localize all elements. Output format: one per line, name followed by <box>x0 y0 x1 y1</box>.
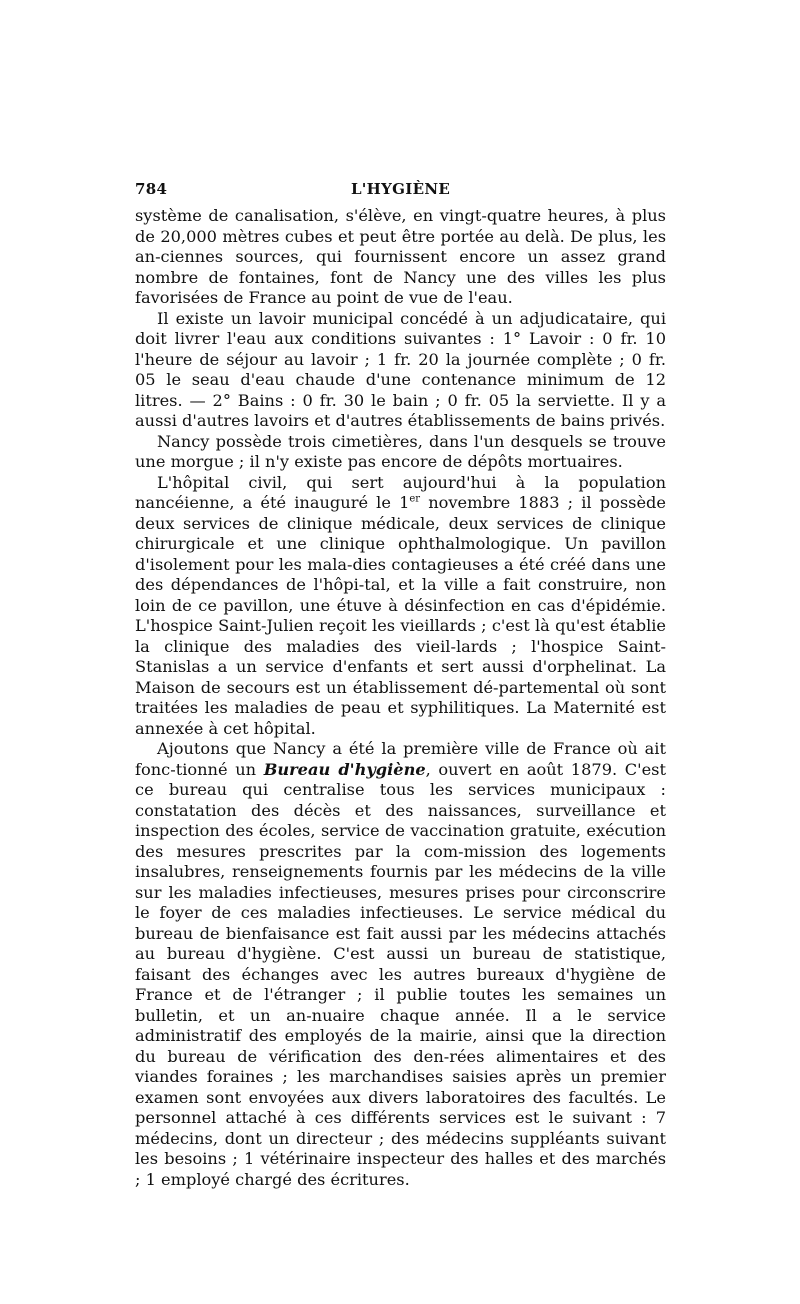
ordinal-superscript: er <box>409 493 421 505</box>
running-head <box>135 180 666 206</box>
paragraph-bureau-hygiene <box>135 739 666 1190</box>
book-page <box>135 180 666 1190</box>
paragraph-bureau-start: Ajoutons que Nancy a été la première ville de France où ait fonc-tionné un <box>135 739 666 779</box>
paragraph-hospital-rest: novembre 1883 ; il possède deux services de clinique médicale, deux services de clinique chirurgicale et une clinique ophthalmologique. Un pavillon d'isolement pour les mala-dies contagieuses a été créé dans une des dépendances de l'hôpi-tal, et la ville a fait construire, non loin de ce pavillon, une étuve à désinfection en cas d'épidémie. L'hospice Saint-Julien reçoit les vieillards ; c'est là qu'est établie la clinique des maladies des vieil-lards ; l'hospice Saint-Stanislas a un service d'enfants et sert aussi d'orphelinat. La Maison de secours est un établissement dé-partemental où sont traitées les maladies de peau et syphilitiques. La Maternité est annexée à cet hôpital. <box>135 493 666 738</box>
paragraph-lavoir: Il existe un lavoir municipal concédé à un adjudicataire, qui doit livrer l'eau aux conditions suivantes : 1° Lavoir : 0 fr. 10 l'heure de séjour au lavoir ; 1 fr. 20 la journée complète ; 0 fr. 05 le seau d'eau chaude d'une contenance minimum de 12 litres. — 2° Bains : 0 fr. 30 le bain ; 0 fr. 05 la serviette. Il y a aussi d'autres lavoirs et d'autres établissements de bains privés. <box>135 308 666 430</box>
paragraph-hospital-start: L'hôpital civil, qui sert aujourd'hui à la population nancéienne, a été inauguré le 1 <box>135 472 666 512</box>
running-title: L'HYGIÈNE <box>350 180 451 198</box>
paragraph-hospital <box>135 473 666 740</box>
paragraph-water-supply: système de canalisation, s'élève, en vingt-quatre heures, à plus de 20,000 mètres cubes et peut être portée au delà. De plus, les an-ciennes sources, qui fournissent encore un assez grand nombre de fontaines, font de Nancy une des villes les plus favorisées de France au point de vue de l'eau. <box>135 206 666 307</box>
paragraph-bureau-rest: , ouvert en août 1879. C'est ce bureau qui centralise tous les services municipaux : constatation des décès et des naissances, surveillance et inspection des écoles, service de vaccination gratuite, exécution des mesures prescrites par la com-mission des logements insalubres, renseignements fournis par les médecins de la ville sur les maladies infectieuses, mesures prises pour circonscrire le foyer de ces maladies infectieuses. Le service médical du bureau de bienfaisance est fait aussi par les médecins attachés au bureau d'hygiène. C'est aussi un bureau de statistique, faisant des échanges avec les autres bureaux d'hygiène de France et de l'étranger ; il publie toutes les semaines un bulletin, et un an-nuaire chaque année. Il a le service administratif des employés de la mairie, ainsi que la direction du bureau de vérification des den-rées alimentaires et des viandes foraines ; les marchandises saisies après un premier examen sont envoyées aux divers laboratoires des facultés. Le personnel attaché à ces différents services est le suivant : 7 médecins, dont un directeur ; des médecins suppléants suivant les besoins ; 1 vétérinaire inspecteur des halles et des marchés ; 1 employé chargé des écritures. <box>135 759 666 1189</box>
page-number: 784 <box>135 180 168 198</box>
body-text <box>135 206 666 1190</box>
bureau-hygiene-title: Bureau d'hygiène <box>263 759 426 779</box>
paragraph-cemeteries: Nancy possède trois cimetières, dans l'un desquels se trouve une morgue ; il n'y existe pas encore de dépôts mortuaires. <box>135 431 666 471</box>
